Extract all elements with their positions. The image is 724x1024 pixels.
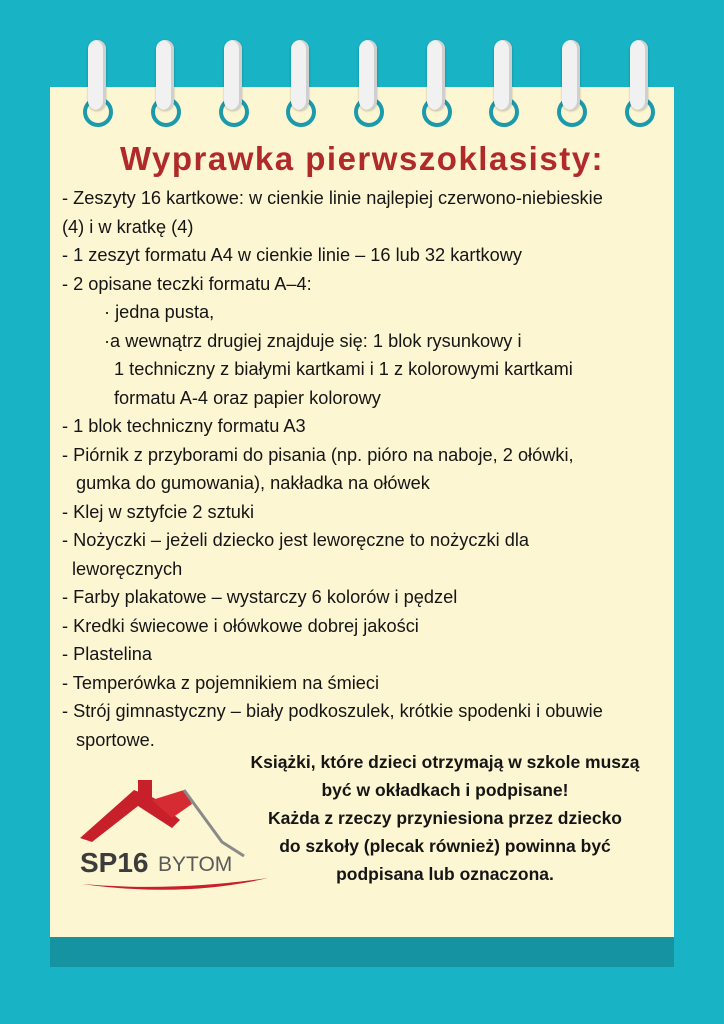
list-line: - 1 blok techniczny formatu A3 [62, 416, 306, 436]
list-subline: 1 techniczny z białymi kartkami i 1 z kolorowymi kartkami [114, 359, 573, 379]
logo-school-name: SP16 [80, 847, 149, 878]
binding-ring [148, 40, 182, 130]
list-continuation: gumka do gumowania), nakładka na ołówek [76, 473, 430, 493]
binding-ring [486, 40, 520, 130]
binding-ring [351, 40, 385, 130]
notice-line: być w okładkach i podpisane! [321, 780, 569, 800]
list-line: - Piórnik z przyborami do pisania (np. pióro na naboje, 2 ołówki, [62, 444, 574, 465]
supply-list [62, 184, 668, 754]
logo-gable-line [184, 790, 244, 856]
page-title: Wyprawka pierwszoklasisty: [119, 140, 605, 177]
list-continuation: leworęcznych [72, 558, 183, 579]
list-subline: · jedna pusta, [104, 302, 215, 322]
notice-line: podpisana lub oznaczona. [336, 864, 554, 884]
list-line: - Strój gimnastyczny – biały podkoszulek, krótkie spodenki i obuwie [62, 701, 603, 721]
list-line: - Kredki świecowe i ołówkowe dobrej jakości [62, 615, 419, 636]
list-line: (4) i w kratkę (4) [62, 216, 194, 237]
binding-ring [554, 40, 588, 130]
logo-chimney [138, 780, 152, 800]
list-line: - Temperówka z pojemnikiem na śmieci [62, 672, 380, 693]
binding-ring [419, 40, 453, 130]
binding-ring [283, 40, 317, 130]
notepad-bottom-edge [50, 937, 674, 967]
logo-swoosh [82, 878, 268, 890]
list-line: - Zeszyty 16 kartkowe: w cienkie linie najlepiej czerwono-niebieskie [62, 188, 603, 208]
notice-line: Książki, które dzieci otrzymają w szkole muszą [250, 752, 640, 772]
list-continuation: sportowe. [76, 729, 155, 750]
binding-ring [622, 40, 656, 130]
list-line: - 1 zeszyt formatu A4 w cienkie linie – 16 lub 32 kartkowy [62, 245, 522, 265]
binding-ring [80, 40, 114, 130]
list-line: - 2 opisane teczki formatu A–4: [62, 273, 312, 294]
binding-ring [216, 40, 250, 130]
list-line: - Klej w sztyfcie 2 sztuki [62, 501, 255, 522]
notice-line: Każda z rzeczy przyniesiona przez dziecko [267, 808, 622, 828]
list-subline: ·a wewnątrz drugiej znajduje się: 1 blok rysunkowy i [104, 330, 522, 351]
list-subline: formatu A-4 oraz papier kolorowy [114, 387, 381, 408]
list-line: - Plastelina [62, 644, 152, 664]
logo-city-name: BYTOM [158, 853, 233, 876]
list-line: - Nożyczki – jeżeli dziecko jest leworęczne to nożyczki dla [62, 530, 529, 550]
notice-line: do szkoły (plecak również) powinna być [279, 836, 611, 856]
school-logo [72, 770, 272, 900]
list-line: - Farby plakatowe – wystarczy 6 kolorów i pędzel [62, 587, 458, 607]
